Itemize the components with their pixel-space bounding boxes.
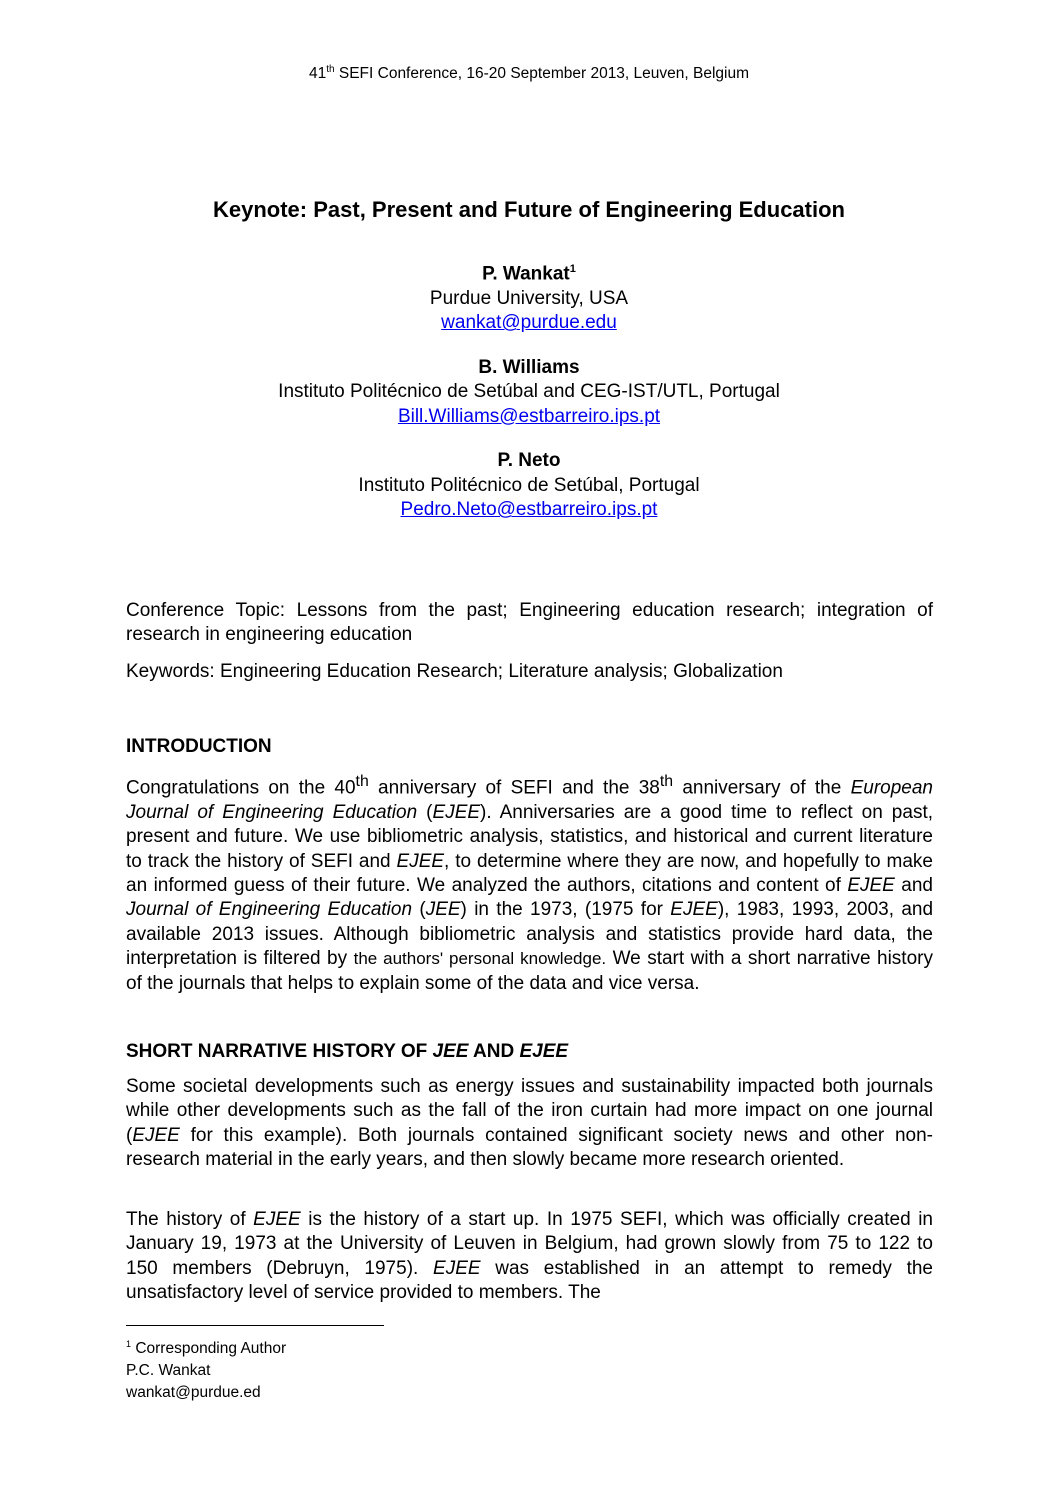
author-williams — [0, 356, 1058, 430]
author-name — [0, 449, 1058, 474]
header-text: SEFI Conference, 16-20 September 2013, Leuven, Belgium — [334, 65, 750, 83]
footnote-divider — [126, 1325, 384, 1326]
section-heading-introduction: INTRODUCTION — [126, 736, 272, 757]
header-ordinal: 41 — [308, 65, 327, 83]
footnote — [126, 1333, 286, 1404]
history-paragraph-2: The history of EJEE is the history of a start up. In 1975 SEFI, which was officially created in January 19, 1973 at the University of Leuven in Belgium, had grown slowly from 75 to 122 to 150 members (Debruyn, 1975). EJEE was established in an attempt to remedy the unsatisfactory level of service provided to members. The — [126, 1209, 934, 1304]
author-neto — [0, 449, 1058, 523]
footnote-line: P.C. Wankat — [126, 1362, 211, 1380]
paper-title: Keynote: Past, Present and Future of Engineering Education — [213, 197, 845, 222]
running-header — [0, 64, 1058, 83]
author-email-link[interactable]: Pedro.Neto@estbarreiro.ips.pt — [400, 499, 658, 521]
author-footnote-mark: 1 — [569, 263, 576, 275]
author-email-link[interactable]: wankat@purdue.edu — [441, 312, 617, 334]
author-affiliation: Instituto Politécnico de Setúbal and CEG-IST/UTL, Portugal — [278, 381, 780, 403]
author-name — [0, 257, 1058, 287]
author-affiliation: Purdue University, USA — [429, 287, 629, 309]
footnote-line: Corresponding Author — [131, 1340, 287, 1358]
author-wankat — [0, 257, 1058, 336]
footnote-line: wankat@purdue.ed — [126, 1384, 261, 1402]
author-name-text: P. Neto — [497, 450, 561, 472]
author-block — [0, 257, 1058, 543]
author-name-text: B. Williams — [478, 356, 580, 378]
conference-topic: Conference Topic: Lessons from the past; Engineering education research; integration of research in engineering education — [126, 600, 933, 646]
author-email-link[interactable]: Bill.Williams@estbarreiro.ips.pt — [397, 405, 661, 427]
footnote-mark: 1 — [126, 1339, 132, 1349]
keywords: Keywords: Engineering Education Research; Literature analysis; Globalization — [126, 661, 783, 682]
author-name — [0, 356, 1058, 381]
author-name-text: P. Wankat — [482, 263, 570, 285]
author-affiliation: Instituto Politécnico de Setúbal, Portugal — [358, 474, 700, 496]
section-heading-history: SHORT NARRATIVE HISTORY OF JEE AND EJEE — [126, 1041, 569, 1062]
introduction-paragraph: Congratulations on the 40th anniversary of SEFI and the 38th anniversary of the European Journal of Engineering Education (EJEE). Anniversaries are a good time to reflect on past, present and future. We use bibliometric analysis, statistics, and historical and current literature to track the history of SEFI and EJEE, to determine where they are now, and hopefully to make an informed guess of their future. We analyzed the authors, citations and content of EJEE and Journal of Engineering Education (JEE) in the 1973, (1975 for EJEE), 1983, 1993, 2003, and available 2013 issues. Although bibliometric analysis and statistics provide hard data, the interpretation is filtered by the authors' personal knowledge. We start with a short narrative history of the journals that helps to explain some of the data and vice versa. — [126, 773, 934, 994]
header-ordinal-sup: th — [326, 64, 335, 75]
history-paragraph-1: Some societal developments such as energy issues and sustainability impacted both journals while other developments such as the fall of the iron curtain had more impact on one journal (EJEE for this example). Both journals contained significant society news and other non-research material in the early years, and then slowly became more research oriented. — [126, 1076, 933, 1171]
